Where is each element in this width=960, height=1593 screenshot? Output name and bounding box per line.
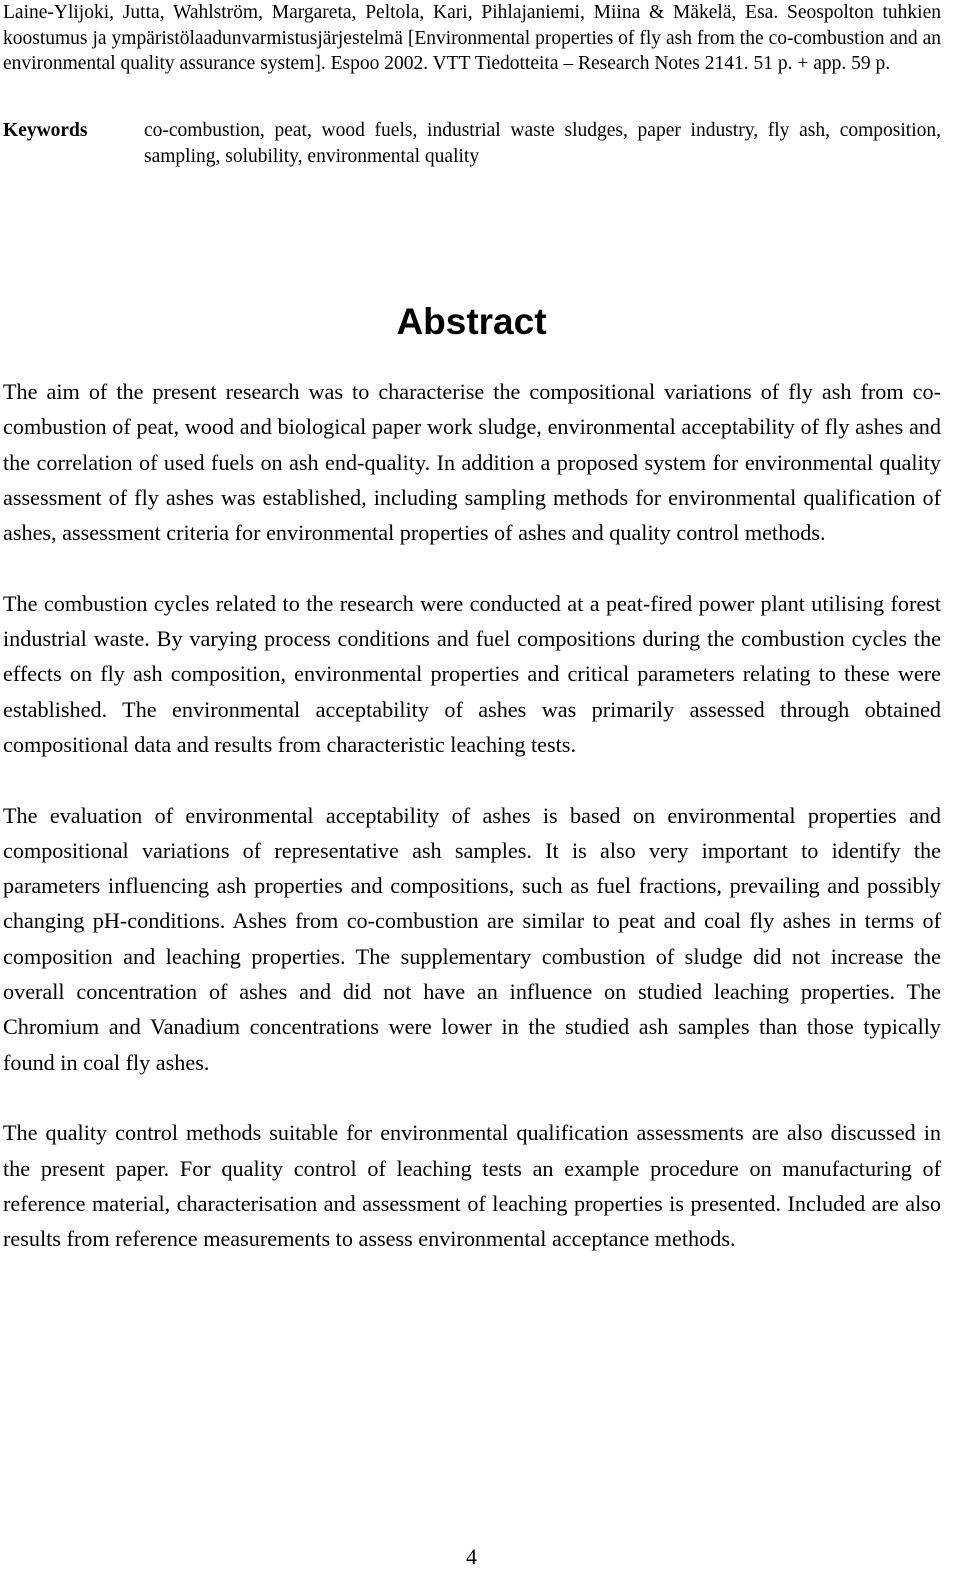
abstract-heading: Abstract	[396, 301, 547, 342]
abstract-paragraph-4: The quality control methods suitable for environmental qualification assessments are also discussed in the present paper. For quality control of leaching tests an example procedure on manufacturing of reference material, characterisation and assessment of leaching properties is presented. Included are also results from reference measurements to assess environmental acceptance methods.	[3, 1120, 941, 1252]
bibliographic-citation: Laine-Ylijoki, Jutta, Wahlström, Margareta, Peltola, Kari, Pihlajaniemi, Miina & Mäkelä, Esa. Seospolton tuhkien koostumus ja ympäristölaadunvarmistusjärjestelmä [Environmental properties of fly ash from the co-combustion and an environmental quality assurance system]. Espoo 2002. VTT Tiedotteita – Research Notes 2141. 51 p. + app. 59 p.	[3, 2, 941, 74]
page-number: 4	[466, 1544, 477, 1569]
keywords-label: Keywords	[3, 120, 88, 141]
keywords-text: co-combustion, peat, wood fuels, industrial waste sludges, paper industry, fly ash, composition, sampling, solubility, environmental quality	[144, 120, 941, 167]
abstract-paragraph-3: The evaluation of environmental acceptability of ashes is based on environmental properties and compositional variations of representative ash samples. It is also very important to identify the parameters influencing ash properties and compositions, such as fuel fractions, prevailing and possibly changing pH-conditions. Ashes from co-combustion are similar to peat and coal fly ashes in terms of composition and leaching properties. The supplementary combustion of sludge did not increase the overall concentration of ashes and did not have an influence on studied leaching properties. The Chromium and Vanadium concentrations were lower in the studied ash samples than those typically found in coal fly ashes.	[3, 802, 941, 1075]
abstract-paragraph-2: The combustion cycles related to the research were conducted at a peat-fired power plant utilising forest industrial waste. By varying process conditions and fuel compositions during the combustion cycles the effects on fly ash composition, environmental properties and critical parameters relating to these were established. The environmental acceptability of ashes was primarily assessed through obtained compositional data and results from characteristic leaching tests.	[3, 590, 941, 757]
abstract-body	[3, 374, 941, 1292]
abstract-paragraph-1: The aim of the present research was to characterise the compositional variations of fly ash from co-combustion of peat, wood and biological paper work sludge, environmental acceptability of fly ashes and the correlation of used fuels on ash end-quality. In addition a proposed system for environmental quality assessment of fly ashes was established, including sampling methods for environmental qualification of ashes, assessment criteria for environmental properties of ashes and quality control methods.	[3, 379, 941, 546]
